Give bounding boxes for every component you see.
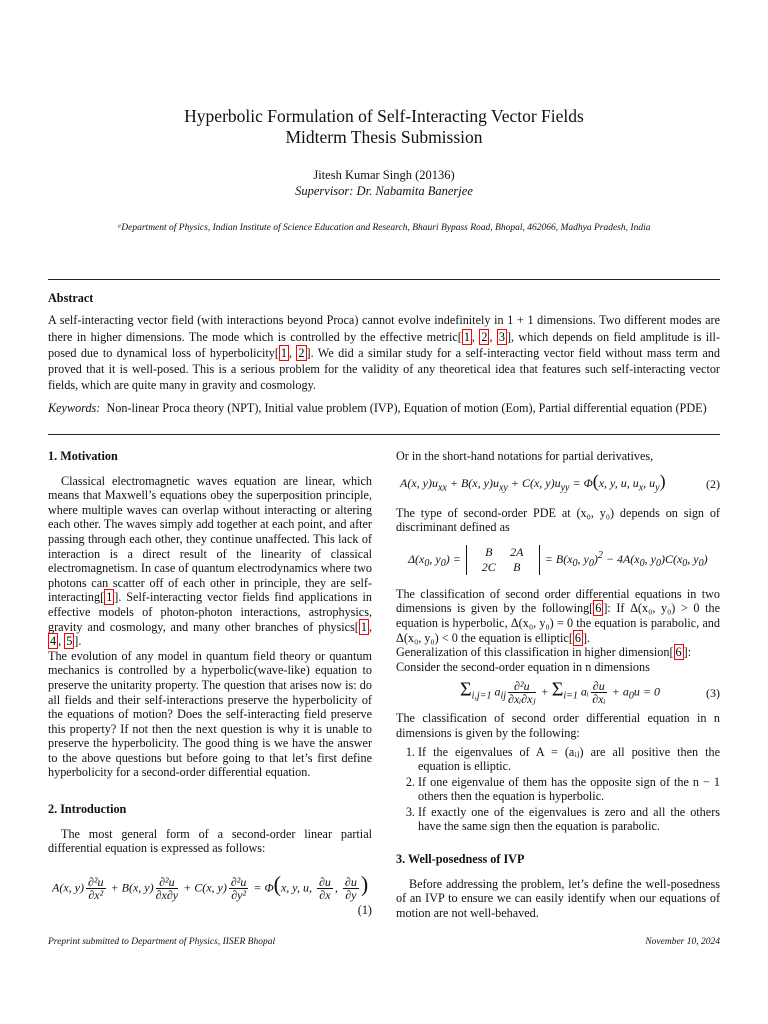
affiliation: ᵃDepartment of Physics, Indian Institute of Science Education and Research, Bhauri Bypass Road, Bhopal, 462066, Madhya Pradesh, India [117, 223, 651, 233]
equation-3-number: (3) [706, 685, 720, 700]
citation-link[interactable]: 3 [498, 329, 505, 344]
top-divider [48, 279, 720, 280]
section-heading-well-posedness: 3. Well-posedness of IVP [396, 852, 525, 867]
citation-group: [ 1 , 2 ] [274, 345, 311, 360]
citation-link[interactable]: 6 [595, 601, 602, 616]
footer-left: Preprint submitted to Department of Physics, IISER Bhopal [48, 937, 276, 947]
paper-title: Hyperbolic Formulation of Self-Interacting Vector Fields [184, 106, 584, 126]
citation-link[interactable]: 1 [463, 329, 470, 344]
paper-title-block [0, 106, 768, 148]
list-item: 2. If one eigenvalue of them has the opposite sign of the n − 1 others then the equation is hyperbolic. [418, 775, 720, 804]
citation-link[interactable]: 2 [298, 345, 305, 360]
supervisor-name: Supervisor: Dr. Nabamita Banerjee [295, 183, 473, 198]
introduction-paragraph: The most general form of a second-order linear partial differential equation is expressed as follows: [48, 826, 372, 856]
paper-subtitle: Midterm Thesis Submission [285, 127, 483, 147]
section-heading-motivation: 1. Motivation [48, 449, 118, 463]
author-name: Jitesh Kumar Singh (20136) [313, 168, 455, 182]
equation-2-number: (2) [706, 477, 720, 492]
discriminant-equation: $\Delta(x_0$, $y_0) = B$ 2A 2C $B= B(x_0$, $y_0)^2 - 4A(x_0$, $y_0)C(x_0$, $y_0$) [408, 544, 708, 574]
n-dimension-paragraph: Consider the second-order equation in n dimensions [396, 659, 650, 674]
discriminant-paragraph: The type of second-order PDE at (x₀, y₀) depends on sign of discriminant defined as [396, 505, 720, 535]
keywords-label: Keywords: [48, 400, 101, 415]
citation-link[interactable]: 6 [675, 645, 682, 660]
classification-paragraph: The classification of second order differential equations in two dimensions is given by the following[ 6 ]: If Δ(x₀, y₀) > 0 the equation is hyperbolic, Δ(x₀, y₀) = 0 the equation is parabolic, and Δ(x₀, y₀) < 0 the equation is elliptic[ 6 ]. [396, 586, 720, 645]
equation-2-body: A(x, $y)u_{xx} + B(x$, $y)u_{xy} + C(x$, $y)u_{yy} = \Phi(x$, y, u, $u_x$, $u_y$) [400, 470, 666, 493]
equation-1 [48, 870, 372, 920]
abstract-section [48, 290, 720, 416]
abstract-heading: Abstract [48, 291, 94, 305]
equation-3 [396, 680, 720, 705]
equation-1-body: A(x, y) $\frac{\text{∂²u}}{\text{∂x²}}$ + B(x, y) $\frac{\text{∂²u}}{\partial x\partial y}$ + C(x, y) $\frac{\text{∂²u}}{\text{∂y²}}$ = Φ(x, y, u, $\frac{\partial u}{\partial x}$ , $\frac{\partial u}{\partial y}$ ) [52, 871, 369, 902]
equation-1-number: (1) [357, 902, 372, 917]
citation-link[interactable]: 5 [66, 634, 73, 649]
equation-2 [396, 470, 720, 496]
abstract-text: A self-interacting vector field (with interactions beyond Proca) cannot evolve indefinitely in 1 + 1 dimensions. Two different modes are there in higher dimensions. The mode which is controlled by the effective metric[ 1 , 2 , 3 ], which depends on field amplitude is ill-posed due to dynamical loss of hyperbolicity[ 1 , 2 ]. We did a similar study for a self-interacting vector field without mass term and proved that it is well-posed. This is a serious problem for the validity of any theoretical idea that features such self-interacting vector fields, which are quite many in gravity and cosmology. [48, 313, 721, 393]
citation-link[interactable]: 1 [280, 345, 287, 360]
keywords-text: Non-linear Proca theory (NPT), Initial value problem (IVP), Equation of motion (Eom), Partial differential equation (PDE) [106, 400, 707, 415]
well-posedness-paragraph: Before addressing the problem, let’s define the well-posedness of an IVP to ensure we can easily identify when our equations of motion are not well-behaved. [396, 876, 720, 920]
author-block [0, 168, 768, 199]
generalization-paragraph: Generalization of this classification in higher dimension[ 6 ]: [396, 645, 692, 660]
classification-list [396, 745, 720, 835]
discriminant-matrix: B 2A 2C B [466, 545, 540, 575]
citation-link[interactable]: 6 [574, 630, 581, 645]
list-item: 3. If exactly one of the eigenvalues is zero and all the others have the same sign then the equation is parabolic. [418, 805, 720, 834]
citation-link[interactable]: 4 [50, 634, 57, 649]
motivation-paragraph: Classical electromagnetic waves equation are linear, which means that Maxwell’s equations obey the superposition principle, where multiple waves can overlap without interacting or altering each other. The waves simply add together at each point, and after passing through each other, they continue unaffected. This lack of interaction is a direct result of the linearity of classical electromagnetism. In case of quantum electrodynamics where two photons can scatter off of each other in principle, they are self-interacting[ 1 ]. Self-interacting vector fields find applications in effective models of photon-photon interactions, astrophysics, gravity and cosmology, and many other branches of physics[ 1 , 4 , 5 ]. [48, 473, 372, 649]
list-item: 1. If the eigenvalues of A = (aᵢⱼ) are all positive then the equation is elliptic. [418, 745, 720, 774]
right-column [396, 449, 720, 920]
footer-date: November 10, 2024 [645, 937, 720, 947]
citation-group: [ 1 , 2 , 3 ] [457, 329, 512, 344]
citation-link[interactable]: 2 [481, 329, 488, 344]
section-heading-introduction: 2. Introduction [48, 802, 127, 817]
abstract-divider [48, 434, 720, 435]
shorthand-paragraph: Or in the short-hand notations for partial derivatives, [396, 449, 654, 463]
citation-link[interactable]: 1 [360, 619, 367, 634]
n-classification-paragraph: The classification of second order differential equation in n dimensions is given by the following: [396, 711, 720, 740]
citation-link[interactable]: 1 [106, 590, 113, 605]
motivation-paragraph-2: The evolution of any model in quantum field theory or quantum mechanics is controlled by a hyperbolic(wave-like) equation to preserve the unitarity property. The question that arises now is: do all fields and their self-interactions preserve the hyperbolicity of the equations of motion? Does the self-interacting field preserve this property? If not then the next question is why it is unable to preserve the hyperbolicity. The good thing is we have the answer to the above questions but before going to that let’s first define hyperbolicity for a second-order differential equation. [48, 648, 372, 780]
keywords [48, 400, 720, 416]
equation-3-body: $\Sigma_{i,j=1}$ $a_{ij}$ $\frac{\text{∂²u}}{\text{∂xᵢ∂xⱼ}}$ + $\Sigma_{i=1}$ aᵢ $\frac{\partial u}{\text{∂xᵢ}}$ + $a_0u = 0$ [460, 678, 660, 707]
left-column [48, 449, 372, 920]
